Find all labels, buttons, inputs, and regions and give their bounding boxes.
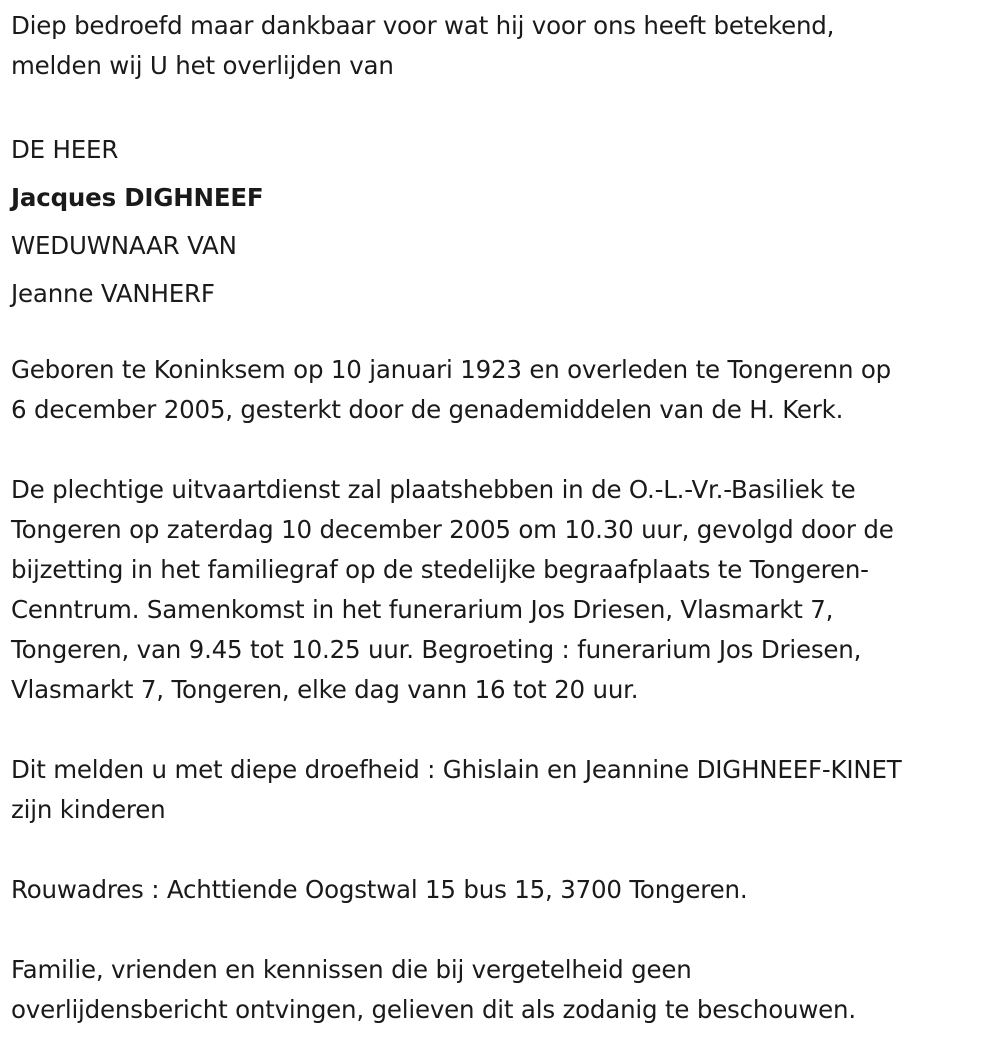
ceremony-paragraph: [11, 470, 996, 710]
ceremony-line: Tongeren op zaterdag 10 december 2005 om 10.30 uur, gevolgd door de: [11, 515, 894, 544]
paragraph-spacer: [11, 318, 996, 350]
paragraph-spacer: [11, 710, 996, 750]
intro-line: Diep bedroefd maar dankbaar voor wat hij voor ons heeft betekend,: [11, 11, 835, 40]
ceremony-line: Cenntrum. Samenkomst in het funerarium Jos Driesen, Vlasmarkt 7,: [11, 595, 834, 624]
birth-death-line: Geboren te Koninksem op 10 januari 1923 en overleden te Tongerenn op: [11, 355, 892, 384]
closing-line: Familie, vrienden en kennissen die bij vergetelheid geen: [11, 955, 692, 984]
announcers-line: zijn kinderen: [11, 795, 166, 824]
closing-paragraph: [11, 950, 996, 1030]
deceased-title: DE HEER: [11, 135, 119, 164]
announcers-line: Dit melden u met diepe droefheid : Ghislain en Jeannine DIGHNEEF-KINET: [11, 755, 902, 784]
obituary-document: [11, 6, 996, 1030]
deceased-name: Jacques DIGHNEEF: [11, 183, 264, 212]
ceremony-line: Tongeren, van 9.45 tot 10.25 uur. Begroeting : funerarium Jos Driesen,: [11, 635, 862, 664]
paragraph-spacer: [11, 910, 996, 950]
relation-label: WEDUWNAAR VAN: [11, 231, 237, 260]
intro-paragraph: [11, 6, 996, 86]
ceremony-line: De plechtige uitvaartdienst zal plaatshebben in de O.-L.-Vr.-Basiliek te: [11, 475, 856, 504]
paragraph-spacer: [11, 86, 996, 126]
deceased-block: [11, 126, 996, 318]
intro-line: melden wij U het overlijden van: [11, 51, 394, 80]
birth-death-line: 6 december 2005, gesterkt door de genademiddelen van de H. Kerk.: [11, 395, 844, 424]
spouse-name: Jeanne VANHERF: [11, 279, 215, 308]
ceremony-line: Vlasmarkt 7, Tongeren, elke dag vann 16 tot 20 uur.: [11, 675, 639, 704]
paragraph-spacer: [11, 430, 996, 470]
address-paragraph: [11, 870, 996, 910]
closing-line: overlijdensbericht ontvingen, gelieven dit als zodanig te beschouwen.: [11, 995, 856, 1024]
ceremony-line: bijzetting in het familiegraf op de stedelijke begraafplaats te Tongeren-: [11, 555, 869, 584]
birth-death-paragraph: [11, 350, 996, 430]
paragraph-spacer: [11, 830, 996, 870]
mourning-address: Rouwadres : Achttiende Oogstwal 15 bus 15, 3700 Tongeren.: [11, 875, 748, 904]
announcers-paragraph: [11, 750, 996, 830]
